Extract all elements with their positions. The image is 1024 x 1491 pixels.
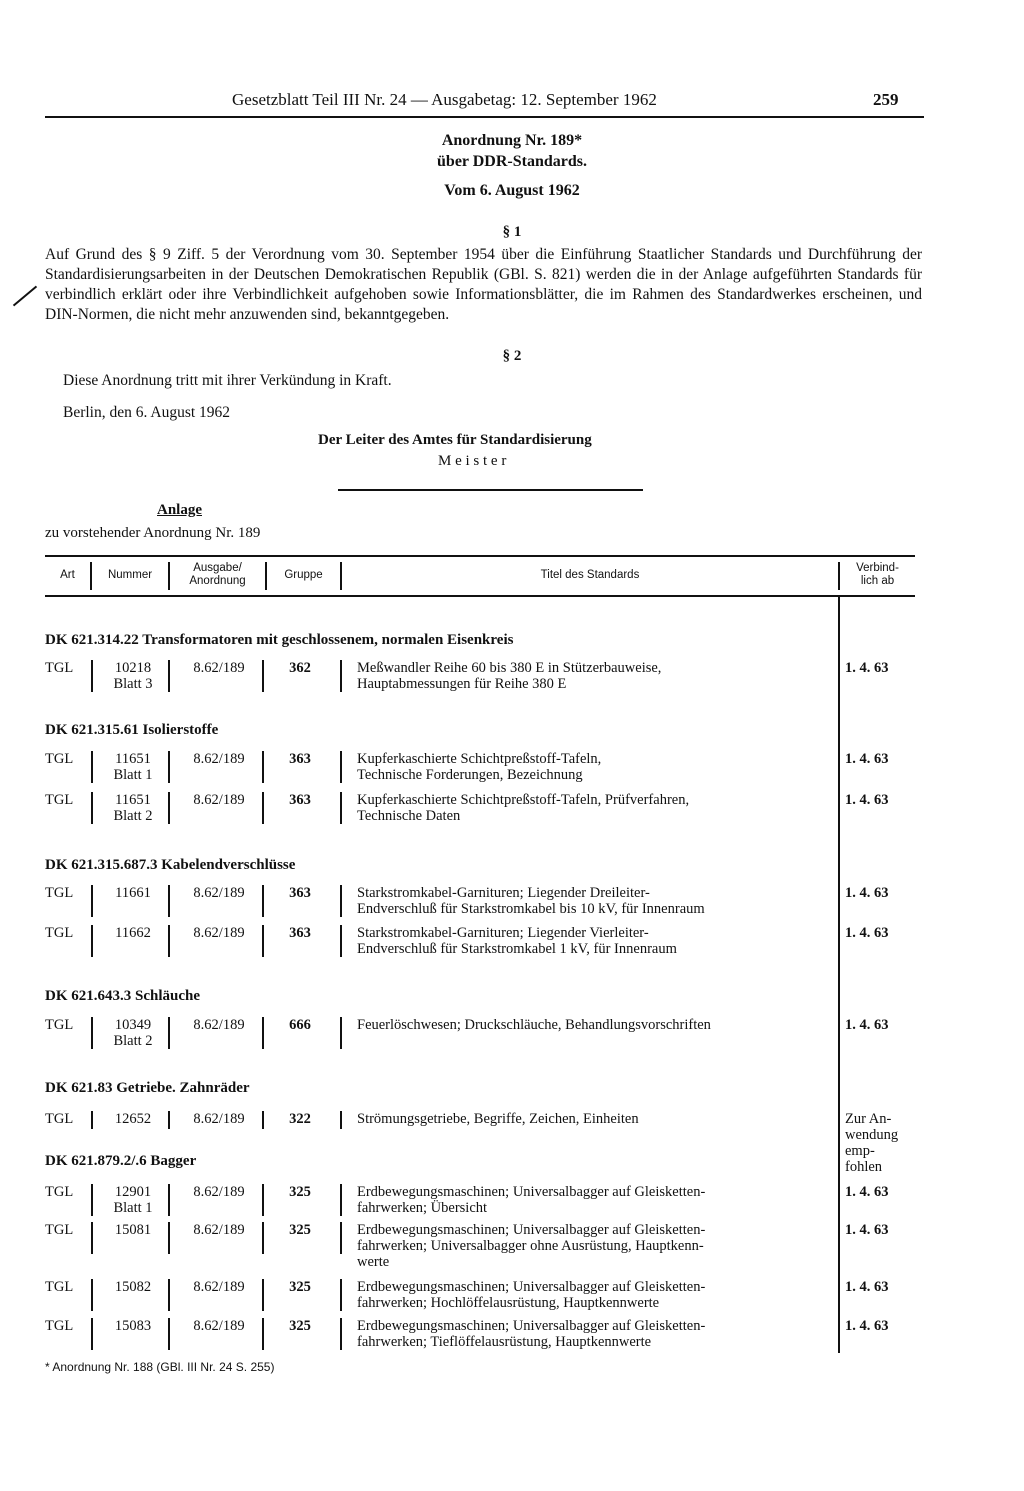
table-cell-titel-line2: fahrwerken; Universalbagger ohne Ausrüstung, Hauptkenn-: [357, 1238, 704, 1254]
row-separator: [340, 885, 342, 917]
table-cell-ausgabe: 8.62/189: [193, 1279, 245, 1295]
table-cell-verbindlich: 1. 4. 63: [845, 1279, 889, 1295]
table-cell-nummer: 12652: [114, 1111, 152, 1127]
row-separator: [262, 1279, 264, 1311]
table-cell-nummer: 12901: [114, 1184, 152, 1200]
section-heading: DK 621.314.22 Transformatoren mit geschlossenem, normalen Eisenkreis: [45, 632, 514, 648]
table-cell-ausgabe: 8.62/189: [193, 792, 245, 808]
table-cell-verbindlich: 1. 4. 63: [845, 925, 889, 941]
table-cell-titel-line2: Technische Forderungen, Bezeichnung: [357, 767, 583, 783]
table-cell-titel-line1: Erdbewegungsmaschinen; Universalbagger auf Gleisketten-: [357, 1318, 706, 1334]
col-header-verbindlich-line1: Verbind-: [856, 562, 899, 574]
table-cell-ausgabe: 8.62/189: [193, 751, 245, 767]
table-cell-ausgabe: 8.62/189: [193, 1111, 245, 1127]
col-header-art: Art: [60, 569, 75, 581]
table-cell-art: TGL: [45, 1318, 74, 1334]
table-cell-titel-line2: fahrwerken; Hochlöffelausrüstung, Hauptkennwerte: [357, 1295, 660, 1311]
table-cell-blatt: Blatt 1: [113, 767, 153, 783]
table-cell-verbindlich: 1. 4. 63: [845, 1222, 889, 1238]
place-date: Berlin, den 6. August 1962: [63, 404, 231, 421]
table-cell-titel-line1: Starkstromkabel-Garnituren; Liegender Vierleiter-: [357, 925, 649, 941]
table-cell-titel-line2: fahrwerken; Tieflöffelausrüstung, Hauptkennwerte: [357, 1334, 652, 1350]
table-cell-verbindlich: 1. 4. 63: [845, 1318, 889, 1334]
row-separator: [91, 1318, 93, 1350]
row-separator: [168, 885, 170, 917]
table-cell-titel-line1: Feuerlöschwesen; Druckschläuche, Behandlungsvorschriften: [357, 1017, 711, 1033]
paragraph-2-text: Diese Anordnung tritt mit ihrer Verkündung in Kraft.: [63, 372, 392, 389]
table-cell-art: TGL: [45, 1279, 74, 1295]
col-header-verbindlich: [840, 562, 915, 588]
row-separator: [91, 1184, 93, 1216]
row-separator: [262, 1111, 264, 1129]
section-heading: DK 621.879.2/.6 Bagger: [45, 1153, 197, 1169]
table-top-rule: [45, 555, 915, 557]
table-cell-titel-line1: Kupferkaschierte Schichtpreßstoff-Tafeln,: [357, 751, 602, 767]
row-separator: [168, 925, 170, 957]
table-cell-art: TGL: [45, 751, 74, 767]
table-cell-art: TGL: [45, 1111, 74, 1127]
row-separator: [91, 1222, 93, 1254]
title-line-2: über DDR-Standards.: [437, 153, 587, 170]
title-line-1: Anordnung Nr. 189*: [441, 132, 583, 149]
paragraph-2-heading: § 2: [502, 348, 522, 364]
row-separator: [340, 792, 342, 824]
row-separator: [262, 792, 264, 824]
row-separator: [91, 885, 93, 917]
table-cell-gruppe: 325: [289, 1279, 311, 1295]
table-cell-gruppe: 362: [289, 660, 311, 676]
table-cell-ausgabe: 8.62/189: [193, 1184, 245, 1200]
table-cell-gruppe: 325: [289, 1184, 311, 1200]
row-separator: [168, 792, 170, 824]
table-cell-ausgabe: 8.62/189: [193, 1017, 245, 1033]
table-cell-verbindlich: 1. 4. 63: [845, 1184, 889, 1200]
row-separator: [91, 925, 93, 957]
anlage-subtitle: zu vorstehender Anordnung Nr. 189: [45, 525, 261, 541]
table-cell-ausgabe: 8.62/189: [193, 1318, 245, 1334]
table-cell-titel-line2: Hauptabmessungen für Reihe 380 E: [357, 676, 567, 692]
table-cell-titel-line1: Kupferkaschierte Schichtpreßstoff-Tafeln, Prüfverfahren,: [357, 792, 690, 808]
table-cell-gruppe: 325: [289, 1318, 311, 1334]
table-cell-art: TGL: [45, 885, 74, 901]
table-cell-gruppe: 325: [289, 1222, 311, 1238]
header-text: Gesetzblatt Teil III Nr. 24 — Ausgabetag: 12. September 1962: [232, 90, 657, 109]
table-cell-gruppe: 363: [289, 792, 311, 808]
table-cell-nummer: 10218: [114, 660, 152, 676]
title-date: Vom 6. August 1962: [444, 182, 580, 199]
row-separator: [340, 1017, 342, 1049]
table-cell-art: TGL: [45, 660, 74, 676]
table-cell-titel-line1: Erdbewegungsmaschinen; Universalbagger auf Gleisketten-: [357, 1279, 706, 1295]
row-separator: [340, 1222, 342, 1254]
col-header-ausgabe: [170, 562, 265, 588]
row-separator: [340, 751, 342, 783]
table-cell-verbindlich: 1. 4. 63: [845, 751, 889, 767]
row-separator: [340, 1318, 342, 1350]
section-heading: DK 621.315.61 Isolierstoffe: [45, 722, 219, 738]
row-separator: [168, 1222, 170, 1254]
table-cell-titel-line1: Erdbewegungsmaschinen; Universalbagger auf Gleisketten-: [357, 1222, 706, 1238]
row-separator: [340, 1184, 342, 1216]
col-header-nummer: Nummer: [107, 569, 153, 581]
row-separator: [262, 660, 264, 692]
row-separator: [340, 1111, 342, 1129]
table-cell-art: TGL: [45, 925, 74, 941]
table-cell-nummer: 15082: [114, 1279, 152, 1295]
signature-divider: [338, 489, 643, 491]
paragraph-1-heading: § 1: [502, 224, 522, 240]
margin-pencil-mark: [13, 286, 37, 307]
row-separator: [262, 925, 264, 957]
section-heading: DK 621.643.3 Schläuche: [45, 988, 201, 1004]
table-cell-verbindlich: 1. 4. 63: [845, 792, 889, 808]
table-cell-titel-line2: Endverschluß für Starkstromkabel 1 kV, für Innenraum: [357, 941, 677, 957]
row-separator: [168, 660, 170, 692]
row-separator: [262, 751, 264, 783]
table-cell-blatt: Blatt 2: [113, 808, 153, 824]
table-cell-gruppe: 666: [289, 1017, 311, 1033]
table-cell-ausgabe: 8.62/189: [193, 925, 245, 941]
row-separator: [340, 925, 342, 957]
table-cell-blatt: Blatt 3: [113, 676, 153, 692]
table-cell-gruppe: 322: [289, 1111, 311, 1127]
paragraph-1-text: Auf Grund des § 9 Ziff. 5 der Verordnung vom 30. September 1954 über die Einführung Staatlicher Standards und Durchführung der Standardisierungsarbeiten in der Deutschen Demokratischen Republik (GBl. S. 821) werden die in der Anlage aufgeführten Standards für verbindlich erklärt oder ihre Verbindlichkeit aufgehoben sowie Informationsblätter, die im Rahmen des Standardwerkes erscheinen, und DIN-Normen, die nicht mehr anzuwenden sind, bekanntgegeben.: [45, 246, 922, 323]
row-separator: [168, 1318, 170, 1350]
table-cell-ausgabe: 8.62/189: [193, 885, 245, 901]
signatory-name: M e i s t e r: [438, 453, 507, 469]
row-separator: [340, 1279, 342, 1311]
row-separator: [262, 1318, 264, 1350]
row-separator: [168, 751, 170, 783]
section-heading: DK 621.83 Getriebe. Zahnräder: [45, 1080, 250, 1096]
row-separator: [262, 1017, 264, 1049]
table-cell-nummer: 11651: [115, 751, 151, 767]
row-separator: [168, 1184, 170, 1216]
table-cell-titel-line1: Starkstromkabel-Garnituren; Liegender Dreileiter-: [357, 885, 650, 901]
table-cell-gruppe: 363: [289, 925, 311, 941]
table-cell-nummer: 10349: [114, 1017, 152, 1033]
row-separator: [262, 1184, 264, 1216]
table-cell-verbindlich: 1. 4. 63: [845, 660, 889, 676]
table-cell-nummer: 11651: [115, 792, 151, 808]
col-header-gruppe: Gruppe: [284, 569, 323, 581]
table-cell-titel-line1: Strömungsgetriebe, Begriffe, Zeichen, Einheiten: [357, 1111, 639, 1127]
col-header-verbindlich-line2: lich ab: [860, 575, 895, 587]
col-header-titel: Titel des Standards: [540, 569, 640, 581]
table-cell-nummer: 15081: [114, 1222, 152, 1238]
row-separator: [91, 660, 93, 692]
anlage-label: Anlage: [157, 502, 202, 518]
table-cell-art: TGL: [45, 1184, 74, 1200]
row-separator: [168, 1111, 170, 1129]
col-header-ausgabe-line1: Ausgabe/: [193, 562, 242, 574]
footnote: * Anordnung Nr. 188 (GBl. III Nr. 24 S. 255): [45, 1360, 275, 1374]
table-cell-titel-line1: Meßwandler Reihe 60 bis 380 E in Stützerbauweise,: [357, 660, 662, 676]
row-separator: [262, 1222, 264, 1254]
table-cell-blatt: Blatt 2: [113, 1033, 153, 1049]
table-header-rule: [45, 595, 915, 597]
table-cell-ausgabe: 8.62/189: [193, 1222, 245, 1238]
section-heading: DK 621.315.687.3 Kabelendverschlüsse: [45, 857, 296, 873]
table-cell-ausgabe: 8.62/189: [193, 660, 245, 676]
page-number: 259: [873, 90, 899, 109]
row-separator: [91, 1279, 93, 1311]
table-cell-verbindlich: Zur An- wendung emp- fohlen: [845, 1111, 899, 1175]
running-header: [45, 90, 924, 118]
col-header-ausgabe-line2: Anordnung: [189, 575, 246, 587]
table-cell-titel-line2: Technische Daten: [357, 808, 461, 824]
table-cell-nummer: 15083: [114, 1318, 152, 1334]
row-separator: [262, 885, 264, 917]
table-cell-art: TGL: [45, 1017, 74, 1033]
table-cell-titel-line1: Erdbewegungsmaschinen; Universalbagger auf Gleisketten-: [357, 1184, 706, 1200]
verbindlich-column-rule: [838, 597, 840, 1353]
signatory-role: Der Leiter des Amtes für Standardisierung: [318, 432, 592, 448]
row-separator: [340, 660, 342, 692]
table-cell-gruppe: 363: [289, 751, 311, 767]
table-cell-titel-line3: werte: [357, 1254, 390, 1270]
table-cell-gruppe: 363: [289, 885, 311, 901]
table-cell-art: TGL: [45, 792, 74, 808]
table-cell-art: TGL: [45, 1222, 74, 1238]
table-cell-blatt: Blatt 1: [113, 1200, 153, 1216]
row-separator: [168, 1017, 170, 1049]
table-cell-nummer: 11661: [115, 885, 151, 901]
row-separator: [91, 751, 93, 783]
table-cell-titel-line2: Endverschluß für Starkstromkabel bis 10 kV, für Innenraum: [357, 901, 705, 917]
row-separator: [168, 1279, 170, 1311]
table-cell-verbindlich: 1. 4. 63: [845, 885, 889, 901]
table-cell-titel-line2: fahrwerken; Übersicht: [357, 1200, 488, 1216]
row-separator: [91, 1111, 93, 1129]
table-cell-nummer: 11662: [115, 925, 151, 941]
row-separator: [91, 1017, 93, 1049]
row-separator: [91, 792, 93, 824]
table-cell-verbindlich: 1. 4. 63: [845, 1017, 889, 1033]
